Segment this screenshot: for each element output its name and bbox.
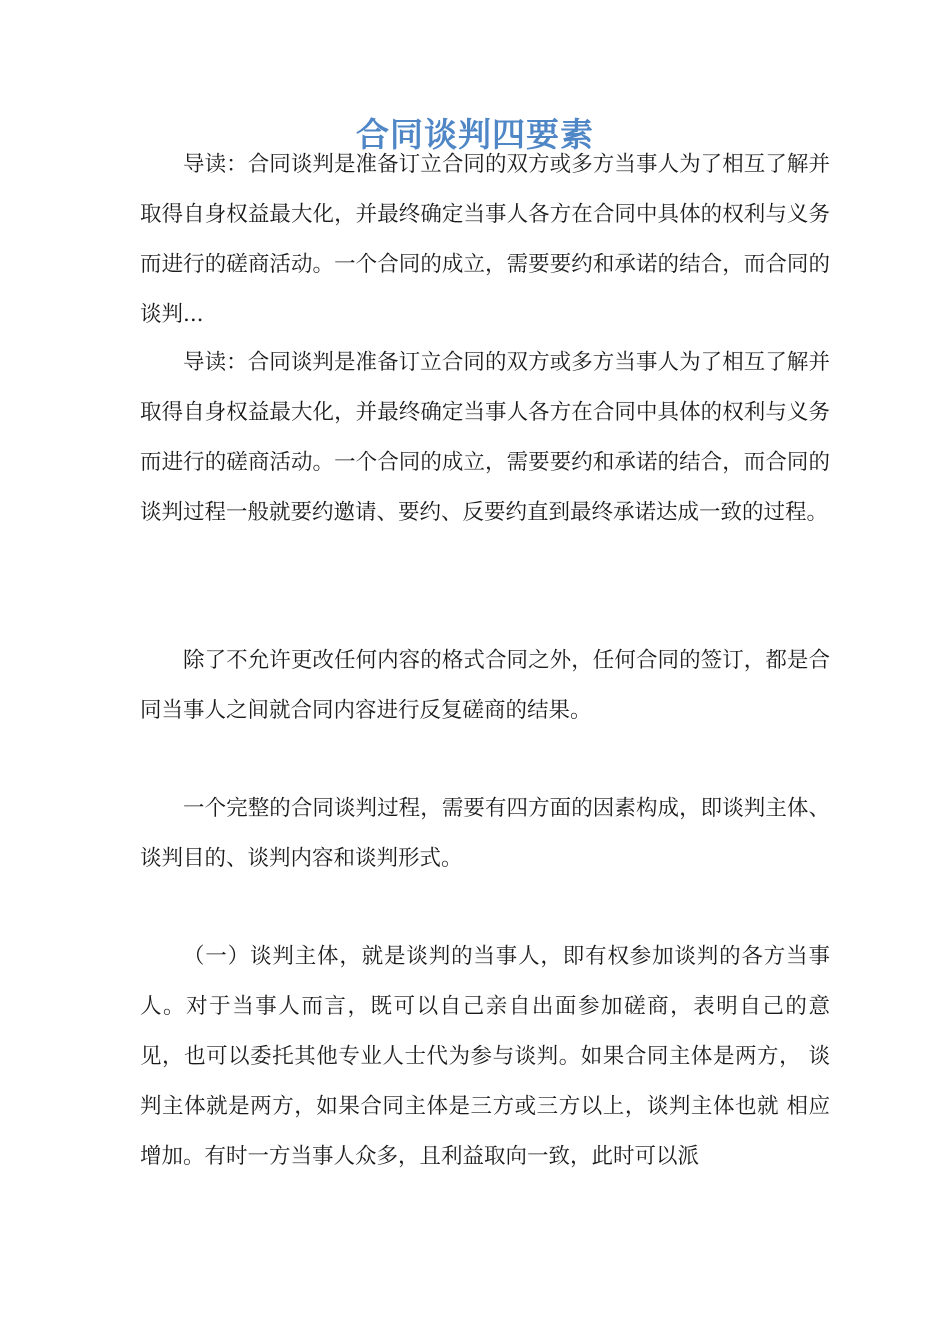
paragraph-intro-full: 导读：合同谈判是准备订立合同的双方或多方当事人为了相互了解并取得自身权益最大化，并最终确定当事人各方在合同中具体的权利与义务而进行的磋商活动。一个合同的成立，需要要约和承诺的结合，而合同的谈判过程一般就要约邀请、要约、反要约直到最终承诺达成一致的过程。	[140, 350, 830, 525]
paragraph-negotiation-result: 除了不允许更改任何内容的格式合同之外，任何合同的签订，都是合同当事人之间就合同内容进行反复磋商的结果。	[140, 648, 830, 723]
document-title: 合同谈判四要素	[356, 115, 594, 155]
paragraph-four-elements: 一个完整的合同谈判过程，需要有四方面的因素构成，即谈判主体、谈判目的、谈判内容和谈判形式。	[140, 796, 830, 871]
paragraph-intro-summary: 导读：合同谈判是准备订立合同的双方或多方当事人为了相互了解并取得自身权益最大化，并最终确定当事人各方在合同中具体的权利与义务而进行的磋商活动。一个合同的成立，需要要约和承诺的结合，而合同的谈判...	[140, 152, 830, 327]
paragraph-negotiation-subject: （一）谈判主体，就是谈判的当事人，即有权参加谈判的各方当事 人。对于当事人而言，既可以自己亲自出面参加磋商，表明自己的意 见，也可以委托其他专业人士代为参与谈判。如果合同主体是两方， 谈判主体就是两方，如果合同主体是三方或三方以上，谈判主体也就 相应增加。有时一方当事人众多，且利益取向一致，此时可以派	[140, 944, 830, 1169]
